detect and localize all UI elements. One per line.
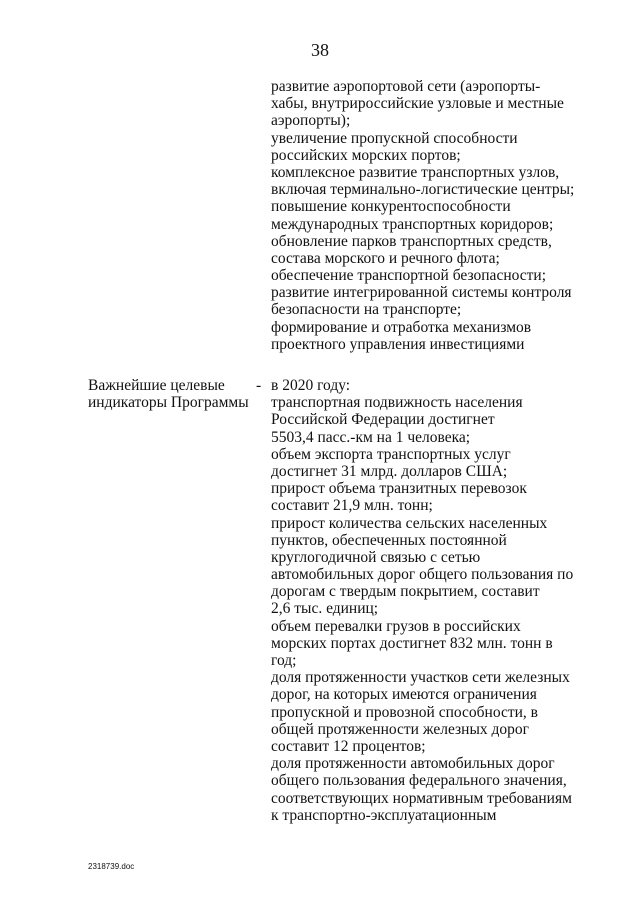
text-line: включая терминально-логистические центры; [271, 181, 575, 199]
text-line: автомобильных дорог общего пользования по [271, 566, 574, 584]
indicators-section-label [88, 377, 249, 411]
text-line: международных транспортных коридоров; [271, 215, 554, 233]
text-line: общей протяженности железных дорог [271, 720, 529, 738]
indicators-list [271, 377, 573, 824]
text-line: в 2020 году: [271, 377, 351, 394]
text-line: общего пользования федерального значения, [271, 772, 567, 790]
text-line: пропускной и провозной способности, в [271, 703, 539, 721]
text-line: комплексное развитие транспортных узлов, [271, 163, 560, 181]
text-line: объем экспорта транспортных услуг [271, 445, 511, 463]
text-line: 5503,4 пасс.-км на 1 человека; [271, 428, 471, 446]
text-line: повышение конкурентоспособности [271, 198, 511, 216]
text-line: пунктов, обеспеченных постоянной [271, 531, 507, 549]
text-line: дорогам с твердым покрытием, составит [271, 583, 540, 601]
text-line: год; [271, 652, 297, 669]
text-line: обеспечение транспортной безопасности; [271, 267, 547, 285]
text-line: 2,6 тыс. единиц; [271, 600, 379, 618]
text-line: развитие аэропортовой сети (аэропорты- [271, 78, 541, 95]
text-line: проектного управления инвестициями [271, 335, 525, 353]
text-line: Российской Федерации достигнет [271, 411, 495, 429]
text-line: транспортная подвижность населения [271, 394, 523, 412]
text-line: российских морских портов; [271, 146, 461, 164]
text-line: составит 12 процентов; [271, 737, 426, 755]
text-line: формирование и отработка механизмов [271, 318, 532, 336]
text-line: прирост количества сельских населенных [271, 514, 548, 532]
text-line: морских портах достигнет 832 млн. тонн в [271, 634, 553, 652]
text-line: доля протяженности участков сети железных [271, 669, 570, 687]
text-line: безопасности на транспорте; [271, 301, 462, 319]
text-line: круглогодичной связью с сетью [271, 548, 481, 566]
text-line: развитие интегрированной системы контроля [271, 284, 572, 302]
text-line: объем перевалки грузов в российских [271, 617, 521, 635]
text-line: состава морского и речного флота; [271, 249, 500, 267]
page-number: 38 [311, 40, 329, 60]
text-line: хабы, внутрироссийские узловые и местные [271, 95, 564, 113]
label-line: Важнейшие целевые [88, 377, 225, 394]
text-line: соответствующих нормативным требованиям [271, 789, 572, 807]
text-line: обновление парков транспортных средств, [271, 232, 552, 250]
text-line: аэропорты); [271, 112, 351, 130]
label-line: индикаторы Программы [88, 394, 249, 412]
section-dash: - [256, 377, 262, 394]
text-line: доля протяженности автомобильных дорог [271, 755, 555, 773]
measures-list [271, 78, 574, 353]
text-line: прирост объема транзитных перевозок [271, 480, 527, 498]
text-line: увеличение пропускной способности [271, 129, 518, 147]
text-line: к транспортно-эксплуатационным [271, 806, 497, 824]
text-line: составит 21,9 млн. тонн; [271, 497, 433, 515]
text-line: достигнет 31 млрд. долларов США; [271, 462, 508, 480]
text-line: дорог, на которых имеются ограничения [271, 686, 537, 704]
document-code: 2318739.doc [88, 862, 135, 871]
